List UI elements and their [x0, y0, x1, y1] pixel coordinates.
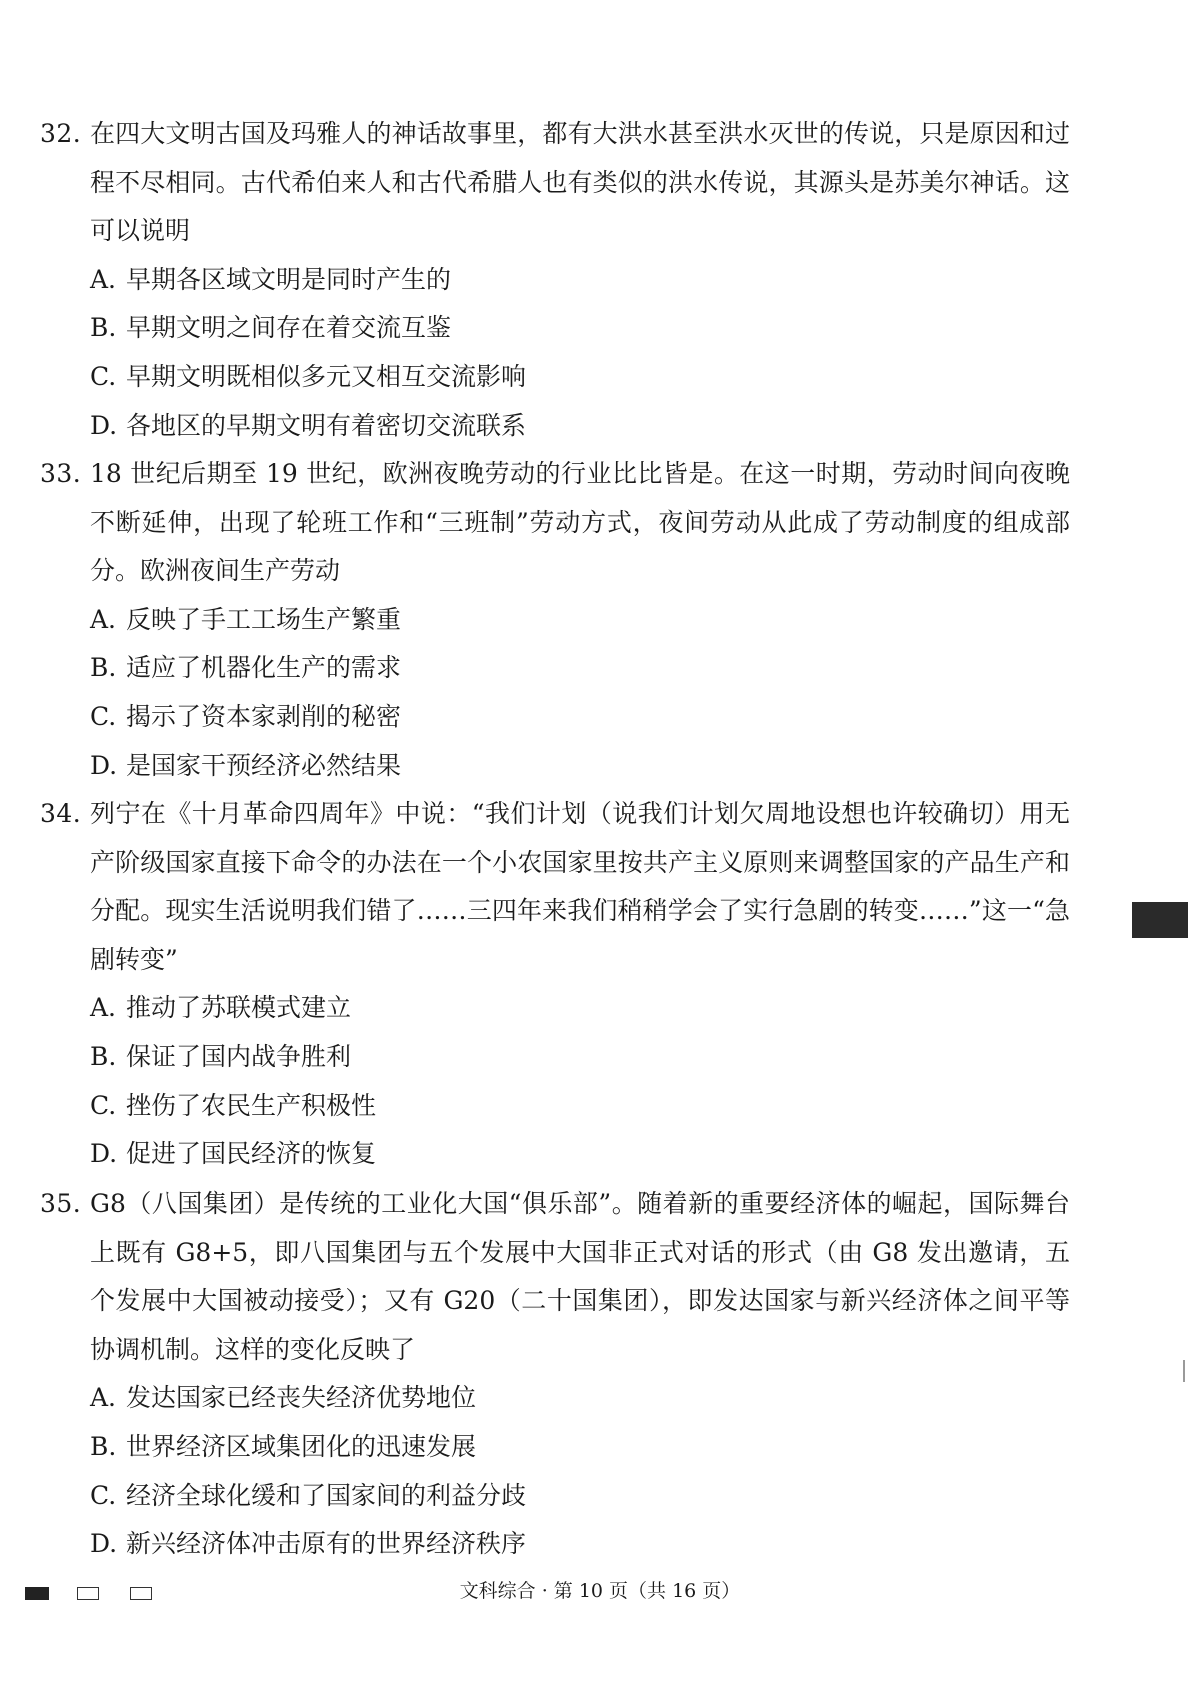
- option-d[interactable]: [90, 742, 1070, 791]
- option-letter: B.: [90, 653, 117, 683]
- option-letter: B.: [90, 313, 117, 343]
- option-letter: D.: [90, 410, 118, 440]
- question-stem: [40, 1180, 1070, 1374]
- option-text: 挫伤了农民生产积极性: [126, 1090, 377, 1120]
- question-text: 列宁在《十月革命四周年》中说：“我们计划（说我们计划欠周地设想也许较确切）用无产阶级国家直接下命令的办法在一个小农国家里按共产主义原则来调整国家的产品生产和分配。现实生活说明我们错了……三四年来我们稍稍学会了实行急剧的转变……”这一“急剧转变”: [90, 799, 1070, 974]
- option-b[interactable]: [90, 644, 1070, 693]
- option-text: 新兴经济体冲击原有的世界经济秩序: [126, 1529, 527, 1559]
- option-list: [90, 596, 1070, 790]
- option-text: 揭示了资本家剥削的秘密: [126, 701, 402, 731]
- option-letter: B.: [90, 1041, 117, 1071]
- option-c[interactable]: [90, 1472, 1070, 1521]
- option-a[interactable]: [90, 596, 1070, 645]
- option-letter: A.: [90, 264, 117, 294]
- question-35: [40, 1180, 1070, 1569]
- option-letter: D.: [90, 1529, 118, 1559]
- scan-artifact: [1183, 1360, 1185, 1382]
- option-a[interactable]: [90, 256, 1070, 305]
- question-stem: [40, 790, 1070, 984]
- option-letter: C.: [90, 361, 117, 391]
- option-text: 经济全球化缓和了国家间的利益分歧: [126, 1480, 527, 1510]
- page-number-label: 文科综合 · 第 10 页（共 16 页）: [459, 1580, 741, 1602]
- option-d[interactable]: [90, 1130, 1070, 1179]
- option-d[interactable]: [90, 1520, 1070, 1569]
- option-letter: C.: [90, 1090, 117, 1120]
- question-text: 18 世纪后期至 19 世纪，欧洲夜晚劳动的行业比比皆是。在这一时期，劳动时间向夜晚不断延伸，出现了轮班工作和“三班制”劳动方式，夜间劳动从此成了劳动制度的组成部分。欧洲夜间生产劳动: [90, 459, 1070, 586]
- option-text: 是国家干预经济必然结果: [126, 750, 402, 780]
- question-stem: [40, 450, 1070, 596]
- option-d[interactable]: [90, 402, 1070, 451]
- question-number: 32.: [40, 119, 82, 148]
- option-list: [90, 1374, 1070, 1568]
- option-text: 促进了国民经济的恢复: [126, 1139, 377, 1169]
- option-letter: D.: [90, 1139, 118, 1169]
- question-number: 33.: [40, 459, 82, 488]
- question-34: [40, 790, 1070, 1179]
- option-text: 早期文明之间存在着交流互鉴: [126, 313, 452, 343]
- option-c[interactable]: [90, 693, 1070, 742]
- option-text: 适应了机器化生产的需求: [126, 653, 402, 683]
- question-text: 在四大文明古国及玛雅人的神话故事里，都有大洪水甚至洪水灭世的传说，只是原因和过程不尽相同。古代希伯来人和古代希腊人也有类似的洪水传说，其源头是苏美尔神话。这可以说明: [90, 119, 1070, 246]
- option-letter: A.: [90, 993, 117, 1023]
- option-text: 反映了手工工场生产繁重: [126, 604, 402, 634]
- option-list: [90, 256, 1070, 450]
- option-c[interactable]: [90, 1082, 1070, 1131]
- option-text: 世界经济区域集团化的迅速发展: [126, 1431, 477, 1461]
- section-tab-marker: [1132, 902, 1188, 938]
- option-text: 早期各区域文明是同时产生的: [126, 264, 452, 294]
- option-letter: A.: [90, 604, 117, 634]
- option-letter: C.: [90, 1480, 117, 1510]
- option-list: [90, 984, 1070, 1178]
- question-stem: [40, 110, 1070, 256]
- option-b[interactable]: [90, 1423, 1070, 1472]
- option-text: 推动了苏联模式建立: [126, 993, 352, 1023]
- question-text: G8（八国集团）是传统的工业化大国“俱乐部”。随着新的重要经济体的崛起，国际舞台上既有 G8+5，即八国集团与五个发展中大国非正式对话的形式（由 G8 发出邀请，五个发展中大国被动接受）；又有 G20（二十国集团），即发达国家与新兴经济体之间平等协调机制。这样的变化反映了: [90, 1189, 1070, 1364]
- option-letter: D.: [90, 750, 118, 780]
- option-letter: A.: [90, 1383, 117, 1413]
- question-32: [40, 110, 1070, 450]
- option-text: 保证了国内战争胜利: [126, 1041, 352, 1071]
- question-number: 34.: [40, 799, 82, 828]
- option-a[interactable]: [90, 984, 1070, 1033]
- option-b[interactable]: [90, 304, 1070, 353]
- option-c[interactable]: [90, 353, 1070, 402]
- option-letter: B.: [90, 1431, 117, 1461]
- question-33: [40, 450, 1070, 790]
- option-b[interactable]: [90, 1033, 1070, 1082]
- option-text: 各地区的早期文明有着密切交流联系: [126, 410, 527, 440]
- option-text: 发达国家已经丧失经济优势地位: [126, 1383, 477, 1413]
- page-footer: [0, 1576, 1200, 1606]
- question-number: 35.: [40, 1189, 82, 1218]
- option-letter: C.: [90, 701, 117, 731]
- option-text: 早期文明既相似多元又相互交流影响: [126, 361, 527, 391]
- option-a[interactable]: [90, 1374, 1070, 1423]
